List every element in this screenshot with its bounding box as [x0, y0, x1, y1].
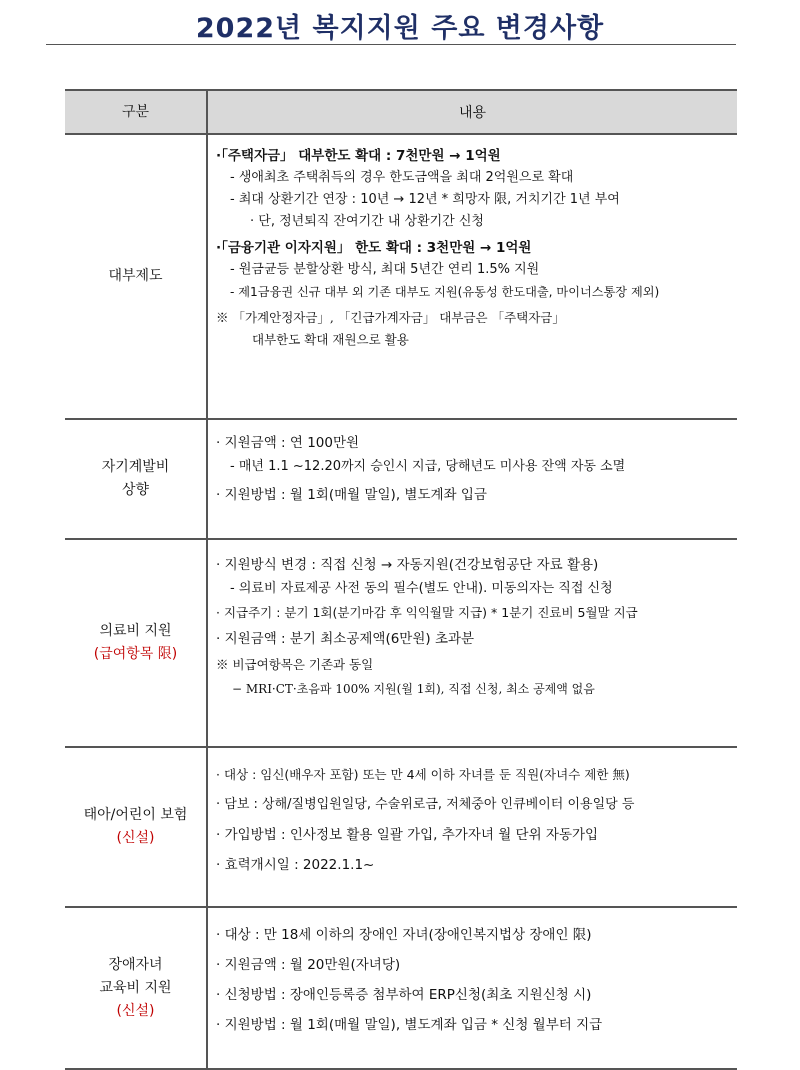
table-row [65, 747, 737, 907]
category-label: 대부제도 [108, 268, 163, 284]
list-item: - 매년 1.1 ~12.20까지 승인시 지급, 당해년도 미사용 잔액 자동 소멸 [230, 459, 626, 474]
list-item: - 생애최초 주택취득의 경우 한도금액을 최대 2억원으로 확대 [230, 170, 574, 185]
category-note: (급여항목 限) [93, 646, 178, 662]
content-cell [207, 907, 737, 1069]
note-item: 대부한도 확대 재원으로 활용 [252, 332, 409, 347]
category-label: 태아/어린이 보험 [83, 807, 188, 823]
category-label: 상향 [121, 482, 150, 498]
list-item: - 제1금융권 신규 대부 외 기존 대부도 지원(유동성 한도대출, 마이너스통장 제외) [230, 285, 660, 299]
page-title: 2022년 복지지원 주요 변경사항 [195, 13, 605, 44]
category-cell [65, 419, 207, 539]
category-label: 교육비 지원 [99, 979, 172, 996]
list-item: · 신청방법 : 장애인등록증 첨부하여 ERP신청(최초 지원신청 시) [216, 987, 592, 1003]
content-cell [207, 134, 737, 419]
header-category: 구분 [65, 90, 207, 134]
title-divider [46, 44, 736, 45]
list-item: · 대상 : 임신(배우자 포함) 또는 만 4세 이하 자녀를 둔 직원(자녀수 제한 無) [216, 767, 630, 782]
content-cell [207, 747, 737, 907]
category-cell [65, 747, 207, 907]
list-item: · 효력개시일 : 2022.1.1~ [216, 857, 375, 873]
category-note: (신설) [116, 1002, 155, 1019]
table-row [65, 907, 737, 1069]
content-cell [207, 419, 737, 539]
welfare-changes-table [65, 89, 737, 1070]
note-item: − MRI·CT·초음파 100% 지원(월 1회), 직접 신청, 최소 공제액 없음 [232, 682, 595, 696]
list-item: - 최대 상환기간 연장 : 10년 → 12년 * 희망자 限, 거치기간 1년 부여 [230, 192, 620, 207]
list-item: ·「금융기관 이자지원」 한도 확대 : 3천만원 → 1억원 [216, 240, 532, 256]
list-item: - 원금균등 분할상환 방식, 최대 5년간 연리 1.5% 지원 [230, 262, 540, 277]
category-cell [65, 134, 207, 419]
content-cell [207, 539, 737, 747]
list-item: · 담보 : 상해/질병입원일당, 수술위로금, 저체중아 인큐베이터 이용일당 등 [216, 797, 635, 812]
category-label: 의료비 지원 [99, 623, 172, 639]
category-label: 장애자녀 [108, 956, 163, 973]
list-item: ·「주택자금」 대부한도 확대 : 7천만원 → 1억원 [216, 148, 501, 164]
list-item: - 의료비 자료제공 사전 동의 필수(별도 안내). 미동의자는 직접 신청 [230, 581, 613, 596]
category-label: 자기계발비 [101, 459, 170, 475]
list-item: · 지원방법 : 월 1회(매월 말일), 별도계좌 입금 [216, 487, 487, 503]
category-cell [65, 539, 207, 747]
table-header-row [65, 90, 737, 134]
category-note: (신설) [116, 830, 155, 846]
header-content: 내용 [207, 90, 737, 134]
list-item: · 지원방법 : 월 1회(매월 말일), 별도계좌 입금 * 신청 월부터 지급 [216, 1017, 603, 1033]
table-row [65, 134, 737, 419]
table-row [65, 419, 737, 539]
list-item: · 단, 정년퇴직 잔여기간 내 상환기간 신청 [250, 214, 484, 229]
list-item: · 대상 : 만 18세 이하의 장애인 자녀(장애인복지법상 장애인 限) [216, 927, 592, 943]
list-item: · 지원금액 : 분기 최소공제액(6만원) 초과분 [216, 631, 475, 647]
list-item: · 지원금액 : 월 20만원(자녀당) [216, 957, 401, 973]
note-item: ※ 「가계안정자금」, 「긴급가계자금」 대부금은 「주택자금」 [216, 310, 565, 325]
category-cell [65, 907, 207, 1069]
list-item: · 지원금액 : 연 100만원 [216, 435, 360, 451]
list-item: · 가입방법 : 인사정보 활용 일괄 가입, 추가자녀 월 단위 자동가입 [216, 827, 599, 843]
list-item: · 지급주기 : 분기 1회(분기마감 후 익익월말 지급) * 1분기 진료비 5월말 지급 [216, 605, 638, 620]
table-row [65, 539, 737, 747]
note-item: ※ 비급여항목은 기존과 동일 [216, 657, 374, 672]
list-item: · 지원방식 변경 : 직접 신청 → 자동지원(건강보험공단 자료 활용) [216, 557, 599, 573]
